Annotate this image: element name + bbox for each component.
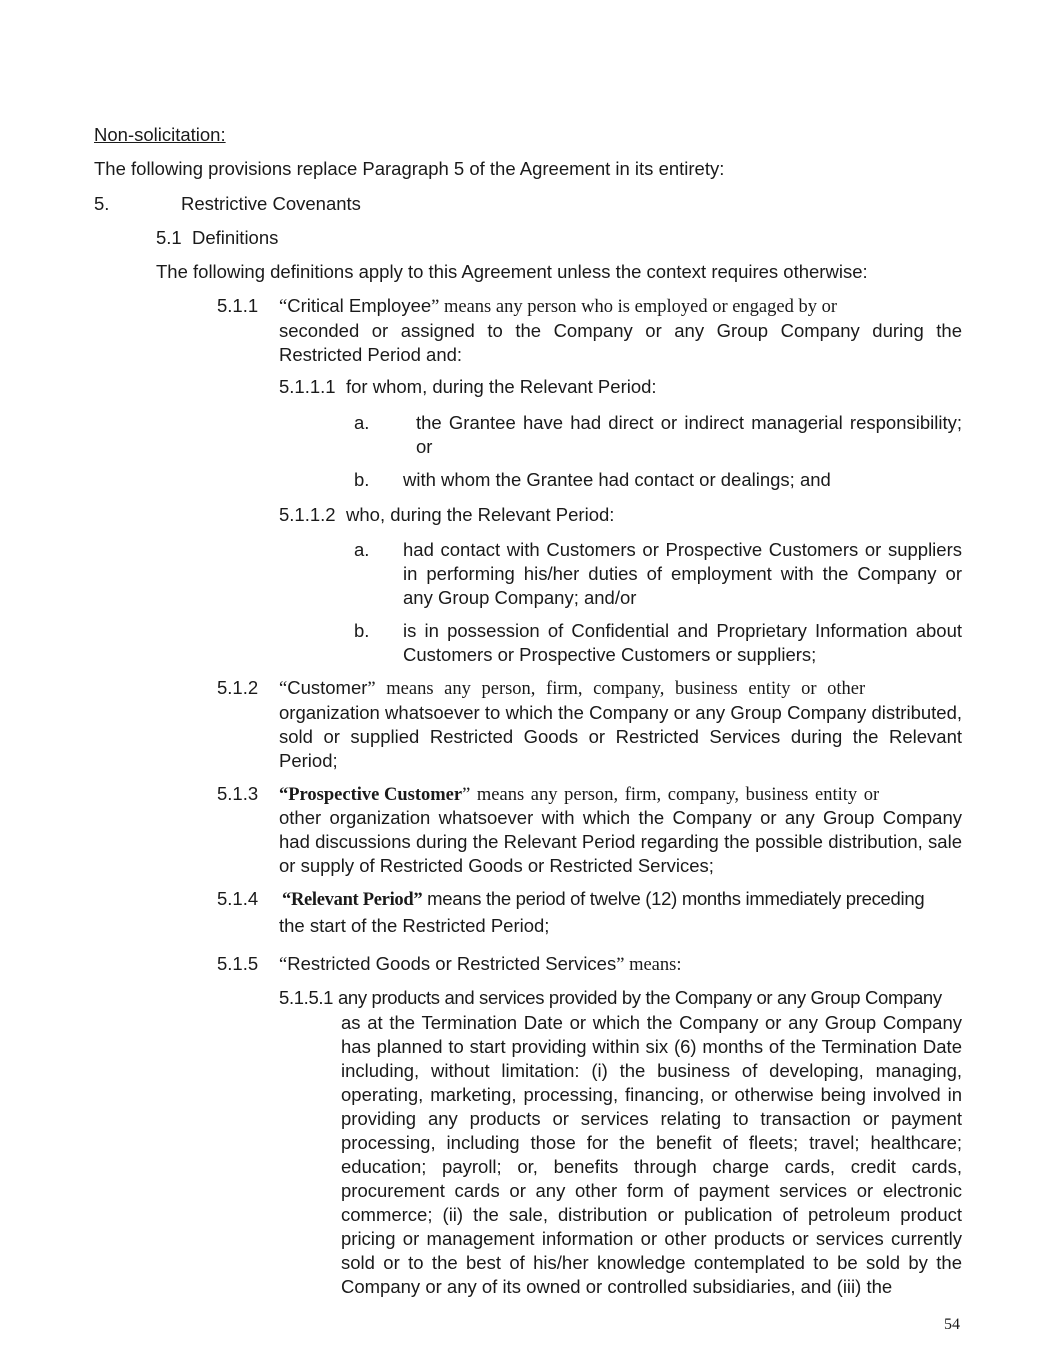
definition-lead: ” means any person who is employed or engaged by or <box>431 297 838 317</box>
clause-number: 5.1.4 <box>217 888 259 909</box>
item-text: the Grantee have had direct or indirect managerial responsibility; or <box>416 412 962 457</box>
subsection-5-1-title: Definitions <box>192 227 279 248</box>
definition-body: other organization whatsoever with which the Company or any Group Company had discussions during the Relevant Period regarding the possible distribution, sale or supply of Restricted Goods or Restricted Services; <box>279 807 962 876</box>
definition-lead: ” means any person, firm, company, business entity or other <box>367 679 866 699</box>
definition-first-line <box>279 677 865 700</box>
item-label: a. <box>354 412 370 433</box>
definition-body: seconded or assigned to the Company or any Group Company during the Restricted Period and: <box>279 320 962 365</box>
term-prospective-customer: “Prospective Customer <box>279 785 463 805</box>
definition-first-line <box>279 953 681 976</box>
clause-number: 5.1.5 <box>217 953 259 974</box>
definition-body: the start of the Restricted Period; <box>279 915 550 936</box>
definition-body: organization whatsoever to which the Company or any Group Company distributed, sold or supplied Restricted Goods or Restricted Services during the Relevant Period; <box>279 702 962 771</box>
definition-lead: ” means: <box>616 955 682 975</box>
term-critical-employee <box>279 295 837 318</box>
open-quote: “ <box>279 679 288 699</box>
open-quote: “ <box>279 955 288 975</box>
clause-text: who, during the Relevant Period: <box>346 504 615 525</box>
open-quote: “ <box>279 297 288 317</box>
clause-number: 5.1.1.1 <box>279 376 336 397</box>
clause-first-line <box>279 987 962 1009</box>
item-text: had contact with Customers or Prospective Customers or suppliers in performing his/her duties of employment with the Company or any Group Company; and/or <box>403 539 962 608</box>
item-label: b. <box>354 469 370 490</box>
section-5-title: Restrictive Covenants <box>181 193 361 214</box>
item-text: is in possession of Confidential and Proprietary Information about Customers or Prospective Customers or suppliers; <box>403 620 962 665</box>
clause-number: 5.1.5.1 <box>279 987 334 1008</box>
definitions-intro: The following definitions apply to this Agreement unless the context requires otherwise: <box>156 261 868 282</box>
term-text: Critical Employee <box>287 295 432 316</box>
definition-first-line <box>282 888 924 911</box>
definition-lead: means the period of twelve (12) months immediately preceding <box>422 888 925 909</box>
item-text: with whom the Grantee had contact or dealings; and <box>403 469 831 490</box>
definition-first-line <box>279 295 962 318</box>
definition-first-line <box>279 783 879 806</box>
clause-text: any products and services provided by the Company or any Group Company <box>337 987 942 1008</box>
section-5-number: 5. <box>94 193 110 214</box>
section-heading: Non-solicitation: <box>94 124 226 145</box>
intro-paragraph: The following provisions replace Paragraph 5 of the Agreement in its entirety: <box>94 158 725 179</box>
clause-number: 5.1.3 <box>217 783 259 804</box>
item-label: b. <box>354 620 370 641</box>
subsection-5-1-number: 5.1 <box>156 227 182 248</box>
page-number: 54 <box>944 1316 960 1333</box>
definition-lead: ” means any person, firm, company, business entity or <box>462 785 880 805</box>
term-restricted-goods: Restricted Goods or Restricted Services <box>287 953 617 974</box>
term-relevant-period: “Relevant Period” <box>282 890 423 910</box>
term-customer: Customer <box>287 677 368 698</box>
clause-text: for whom, during the Relevant Period: <box>346 376 657 397</box>
clause-number: 5.1.1 <box>217 295 259 316</box>
clause-body: as at the Termination Date or which the Company or any Group Company has planned to start providing within six (6) months of the Termination Date including, without limitation: (i) the business of developing, managing, operating, marketing, processing, financing, or otherwise being involved in providing any products or services relating to transaction or payment processing, including those for the benefit of fleets; travel; healthcare; education; payroll; or, benefits through charge cards, credit cards, procurement cards or any other form of payment services or electronic commerce; (ii) the sale, distribution or publication of petroleum product pricing or management information or other products or services currently sold or to the best of his/her knowledge contemplated to be sold by the Company or any of its owned or controlled subsidiaries, and (iii) the <box>341 1012 962 1297</box>
clause-number: 5.1.1.2 <box>279 504 336 525</box>
item-label: a. <box>354 539 370 560</box>
clause-number: 5.1.2 <box>217 677 259 698</box>
